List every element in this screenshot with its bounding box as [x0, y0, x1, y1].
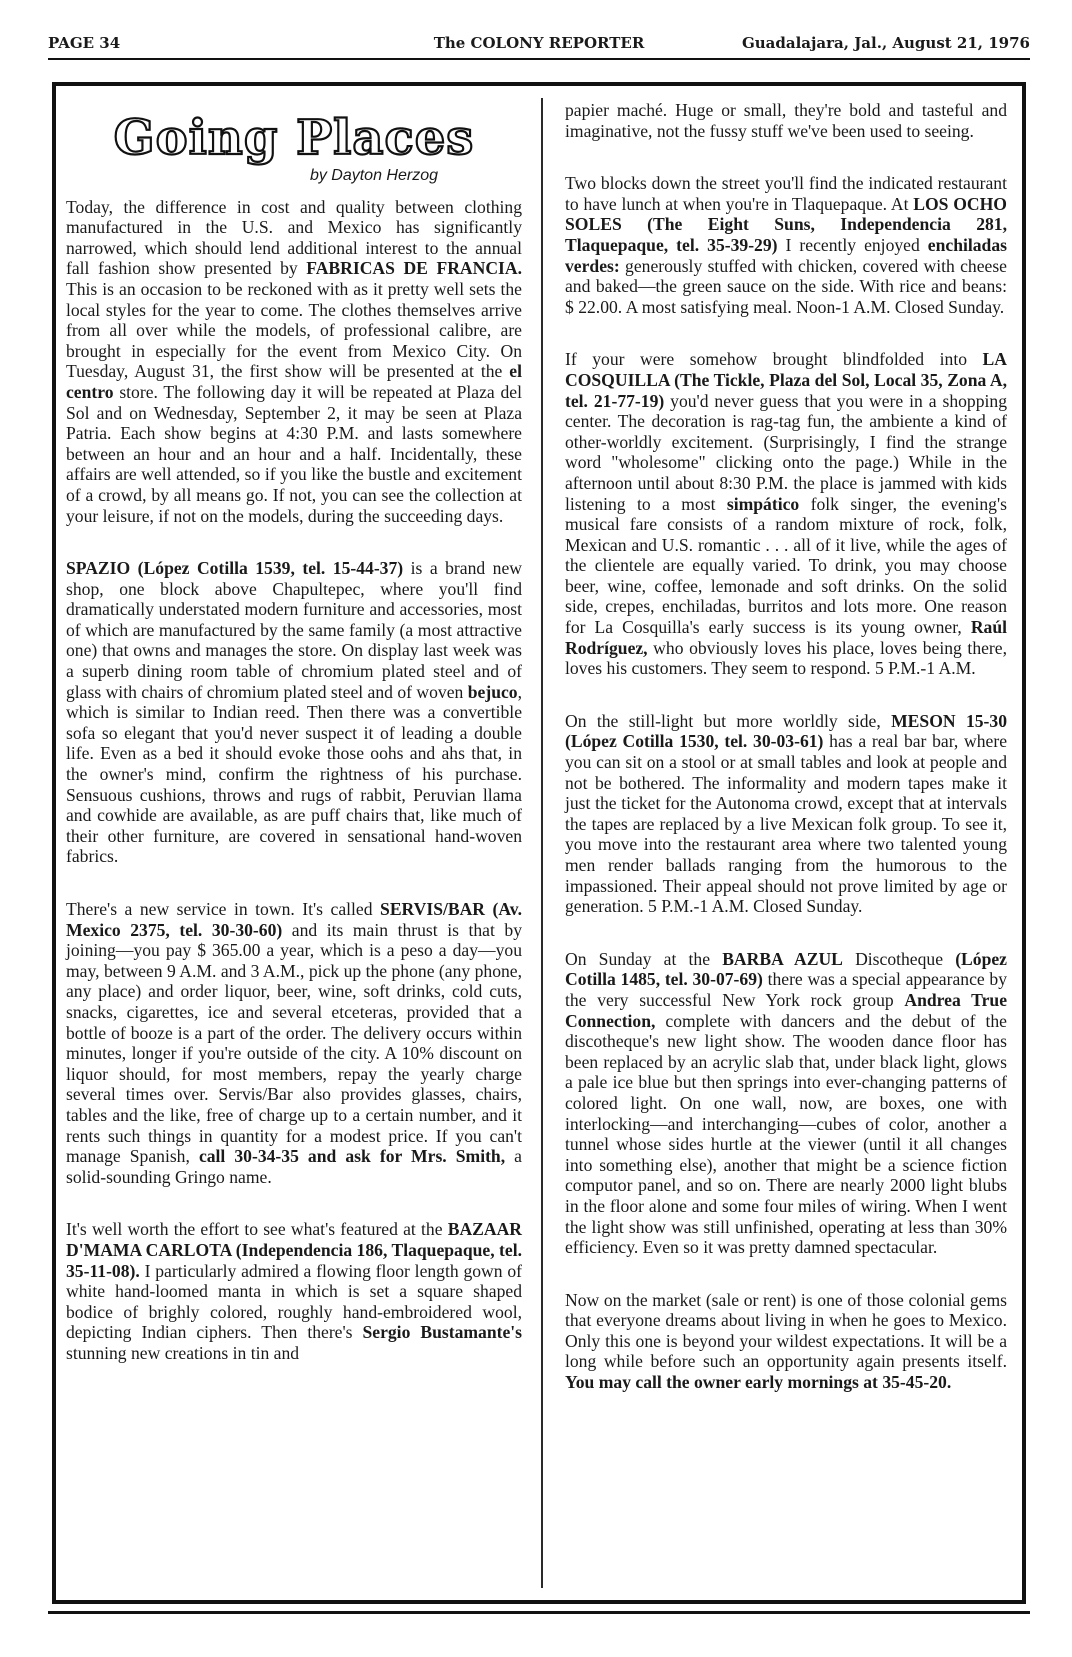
column-masthead: [66, 110, 522, 166]
paragraph-meson: On the still-light but more worldly side, MESON 15-30 (López Cotilla 1530, tel. 30-03-61) has a real bar bar, where you can sit on a stool or at small tables and look at people and not be bothered. The informality and modern tapes make it just the ticket for the Autonoma crowd, except that at intervals the tapes are replaced by a live Mexican folk group. To see it, you move into the restaurant area where two talented young men render ballads ranging from the humorous to the impassioned. Their appeal should not prove limited by age or generation. 5 P.M.-1 A.M. Closed Sunday.: [565, 710, 1008, 917]
paragraph-spazio: SPAZIO (López Cotilla 1539, tel. 15-44-37) is a brand new shop, one block above Chapultepec, where you'll find dramatically understated modern furniture and accessories, most of which are manufactured by the same family (a most attractive one) that owns and manages the store. On display last week was a superb dining room table of chromium plated steel and of glass with chairs of chromium plated steel and of woven bejuco, which is similar to Indian reed. Then there was a convertible sofa so elegant that you'd never suspect it of leading a double life. Even as a bed it should evoke those oohs and ahs that, in the owner's mind, confirm the rightness of his purchase. Sensuous cushions, throws and rugs of rabbit, Peruvian llama and cowhide are available, as are puff chairs that, like much of their other furniture, are covered in sensational hand-woven fabrics.: [66, 558, 522, 867]
page-header: [48, 32, 1030, 56]
page-number: PAGE 34: [48, 34, 121, 52]
column-title: Going Places: [113, 110, 475, 166]
right-column: [565, 100, 1007, 1393]
paragraph-fashion-show: Today, the difference in cost and quality between clothing manufactured in the U.S. and Mexico has significantly narrowed, which should lend additional interest to the annual fall fashion show presented by FABRICAS DE FRANCIA. This is an occasion to be reckoned with as it pretty well sets the local styles for the year to come. The clothes themselves arrive from all over while the models, of professional calibre, are brought in especially for the event from Mexico City. On Tuesday, August 31, the first show will be presented at the el centro store. The following day it will be repeated at Plaza del Sol and on Wednesday, September 2, it may be seen at Plaza Patria. Each show begins at 4:30 P.M. and lasts somewhere between an hour and an hour and a half. Incidentally, these affairs are well attended, so if you like the bustle and excitement of a crowd, by all means go. If not, you can see the collection at your leisure, if not on the models, during the succeeding days.: [66, 196, 523, 526]
paragraph-servis-bar: There's a new service in town. It's called SERVIS/BAR (Av. Mexico 2375, tel. 30-30-60) and its main thrust is that by joining—you pay $ 365.00 a year, which is a peso a day—you may, between 9 A.M. and 3 A.M., pick up the phone (any phone, any place) and order liquor, beer, wine, soft drinks, cold cuts, snacks, cigarettes, ice and several etceteras, provided that a bottle of booze is a part of the order. The delivery occurs within minutes, longer if you're outside of the city. A 10% discount on liquor should, for most members, repay the yearly charge several times over. Servis/Bar also provides glasses, chairs, tables and the like, free of charge up to a certain number, and it rents such things in quantity for a modest price. If you can't manage Spanish, call 30-34-35 and ask for Mrs. Smith, a solid-sounding Gringo name.: [66, 899, 522, 1187]
newspaper-name: The COLONY REPORTER: [433, 34, 645, 52]
dateline: Guadalajara, Jal., August 21, 1976: [741, 34, 1030, 52]
bottom-rule: [48, 1611, 1030, 1614]
left-column: [66, 100, 522, 1363]
paragraph-colonial-home: Now on the market (sale or rent) is one of those colonial gems that everyone dreams about living in when he goes to Mexico. Only this one is beyond your wildest expectations. It will be a long while before such an opportunity again presents itself. You may call the owner early mornings at 35-45-20.: [565, 1289, 1007, 1393]
header-rule: [48, 58, 1030, 60]
column-divider: [541, 98, 543, 1588]
paragraph-papier-mache: papier maché. Huge or small, they're bold and tasteful and imaginative, not the fussy stuff we've been used to seeing.: [565, 100, 1007, 141]
paragraph-la-cosquilla: If your were somehow brought blindfolded into LA COSQUILLA (The Tickle, Plaza del Sol, Local 35, Zona A, tel. 21-77-19) you'd never guess that you were in a shopping center. The decoration is rag-tag fun, the ambiente a kind of other-worldly excitement. (Surprisingly, I find the strange word "wholesome" clicking onto the page.) While in the afternoon until about 8:30 P.M. the place is jammed with kids listening to a most simpático folk singer, the evening's musical fare consists of a random mixture of rock, folk, Mexican and U.S. romantic . . . all of it live, while the ages of the clientele are equally varied. To drink, you may choose beer, wine, coffee, lemonade and soft drinks. On the solid side, crepes, enchiladas, burritos and lots more. One reason for La Cosquilla's early success is its young owner, Raúl Rodríguez, who obviously loves his place, loves being there, loves his customers. They seem to respond. 5 P.M.-1 A.M.: [565, 349, 1007, 679]
paragraph-bazaar: It's well worth the effort to see what's featured at the BAZAAR D'MAMA CARLOTA (Independencia 186, Tlaquepaque, tel. 35-11-08). I particularly admired a flowing floor length gown of white hand-loomed manta in which is set a square shaped bodice of brighly colored, roughly hand-embroidered wool, depicting Indian ciphers. Then there's Sergio Bustamante's stunning new creations in tin and: [66, 1219, 522, 1363]
paragraph-ocho-soles: Two blocks down the street you'll find the indicated restaurant to have lunch at when you're in Tlaquepaque. At LOS OCHO SOLES (The Eight Suns, Independencia 281, Tlaquepaque, tel. 35-39-29) I recently enjoyed enchiladas verdes: generously stuffed with chicken, covered with cheese and baked—the green sauce on the side. With rice and beans: $ 22.00. A most satisfying meal. Noon-1 A.M. Closed Sunday.: [565, 173, 1007, 317]
paragraph-barba-azul: On Sunday at the BARBA AZUL Discotheque (López Cotilla 1485, tel. 30-07-69) there was a special appearance by the very successful New York rock group Andrea True Connection, complete with dancers and the debut of the discotheque's new light show. The wooden dance floor has been replaced by an acrylic slab that, under black light, glows a pale ice blue but then springs into ever-changing patterns of colored light. On one wall, now, are boxes, one with interlocking—and interchanging—cubes of color, another a tunnel whose sides hurtle at the viewer (until it all changes into something else), another that might be a science fiction computor panel, and so on. There are nearly 2000 light blubs in the floor alone and some four miles of wiring. When I went the light show was still unfinished, operating at less than 30% efficiency. Even so it was pretty damned spectacular.: [565, 948, 1007, 1258]
byline: by Dayton Herzog: [309, 167, 438, 184]
